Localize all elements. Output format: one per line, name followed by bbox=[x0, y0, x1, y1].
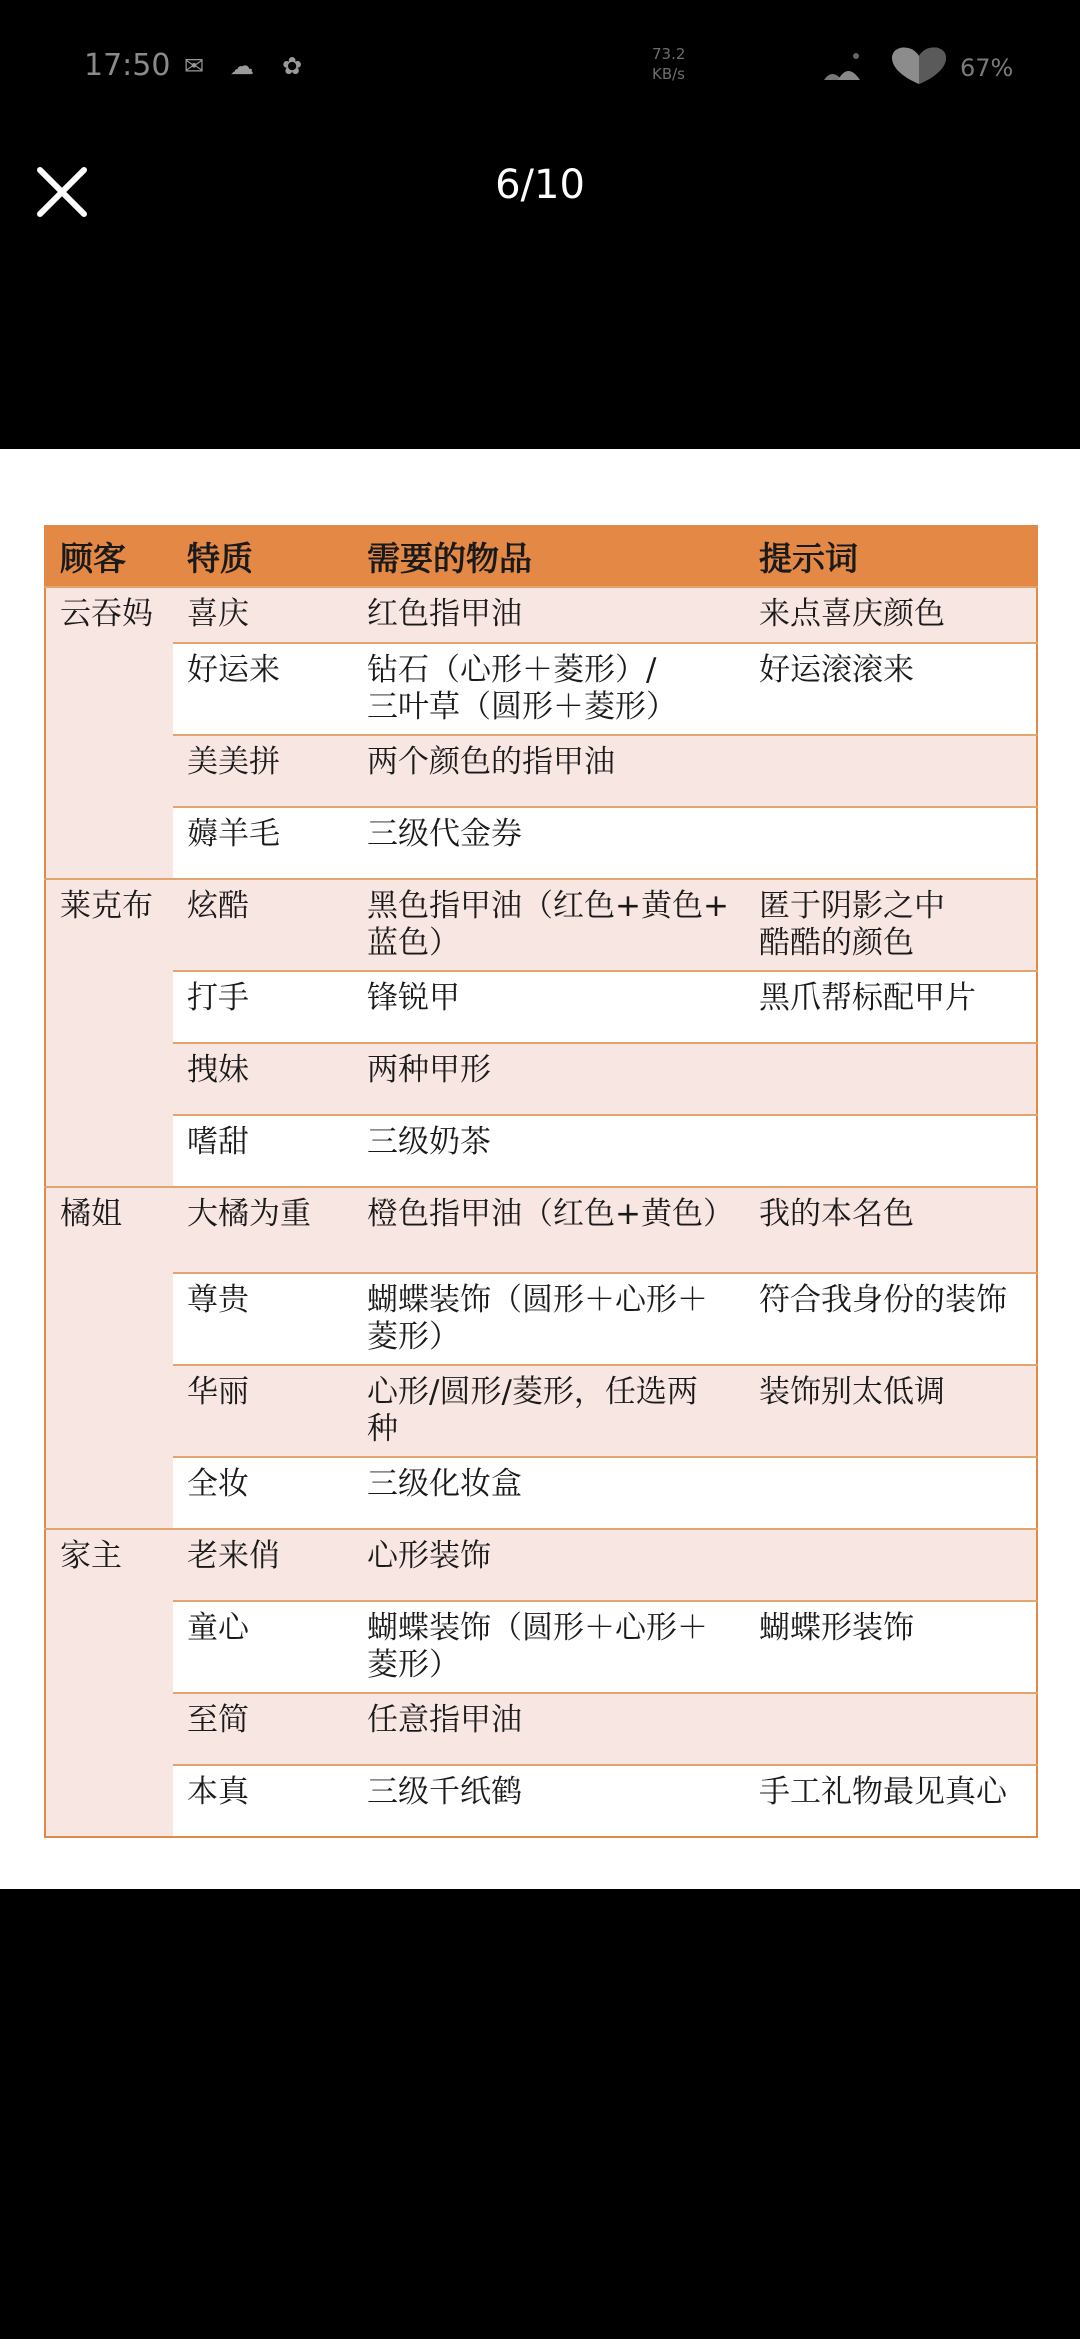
cell-trait: 华丽 bbox=[173, 1365, 353, 1457]
image-counter: 6/10 bbox=[495, 162, 585, 208]
table-row bbox=[45, 587, 1037, 643]
customer-table bbox=[44, 525, 1038, 1838]
cell-item: 钻石（心形＋菱形）/ 三叶草（圆形＋菱形） bbox=[353, 643, 745, 735]
header-hint: 提示词 bbox=[745, 526, 1037, 587]
cell-hint: 蝴蝶形装饰 bbox=[745, 1601, 1037, 1693]
table-row bbox=[45, 1693, 1037, 1765]
cell-trait: 嗜甜 bbox=[173, 1115, 353, 1187]
cell-customer: 橘姐 bbox=[45, 1187, 173, 1529]
cell-item: 红色指甲油 bbox=[353, 587, 745, 643]
notification-icon: ☁ bbox=[230, 52, 254, 80]
notification-icon: ✉ bbox=[183, 52, 205, 80]
table-row bbox=[45, 1765, 1037, 1837]
cell-item: 心形装饰 bbox=[353, 1529, 745, 1601]
cell-item: 两个颜色的指甲油 bbox=[353, 735, 745, 807]
status-time: 17:50 bbox=[84, 48, 171, 83]
cell-item: 三级奶茶 bbox=[353, 1115, 745, 1187]
cell-item: 任意指甲油 bbox=[353, 1693, 745, 1765]
cell-hint: 来点喜庆颜色 bbox=[745, 587, 1037, 643]
table-row bbox=[45, 879, 1037, 971]
table-row bbox=[45, 1115, 1037, 1187]
cell-item: 三级化妆盒 bbox=[353, 1457, 745, 1529]
cell-trait: 老来俏 bbox=[173, 1529, 353, 1601]
table-row bbox=[45, 807, 1037, 879]
cell-item: 三级千纸鹤 bbox=[353, 1765, 745, 1837]
cell-customer: 家主 bbox=[45, 1529, 173, 1837]
table-row bbox=[45, 1273, 1037, 1365]
header-customer: 顾客 bbox=[45, 526, 173, 587]
cell-trait: 好运来 bbox=[173, 643, 353, 735]
cell-item: 蝴蝶装饰（圆形＋心形＋ 菱形） bbox=[353, 1601, 745, 1693]
cell-item: 橙色指甲油（红色+黄色） bbox=[353, 1187, 745, 1273]
status-bar bbox=[0, 0, 1080, 140]
cell-hint bbox=[745, 1693, 1037, 1765]
cell-trait: 拽妹 bbox=[173, 1043, 353, 1115]
table-row bbox=[45, 1601, 1037, 1693]
cell-customer: 云吞妈 bbox=[45, 587, 173, 879]
cell-hint bbox=[745, 1457, 1037, 1529]
cell-trait: 至简 bbox=[173, 1693, 353, 1765]
battery-level: 67% bbox=[960, 54, 1014, 82]
table-row bbox=[45, 735, 1037, 807]
cell-hint: 匿于阴影之中 酷酷的颜色 bbox=[745, 879, 1037, 971]
cell-item: 三级代金券 bbox=[353, 807, 745, 879]
cell-hint: 黑爪帮标配甲片 bbox=[745, 971, 1037, 1043]
cell-hint: 装饰别太低调 bbox=[745, 1365, 1037, 1457]
network-speed-unit: KB/s bbox=[652, 65, 685, 83]
cell-trait: 美美拼 bbox=[173, 735, 353, 807]
cell-item: 两种甲形 bbox=[353, 1043, 745, 1115]
cell-hint: 手工礼物最见真心 bbox=[745, 1765, 1037, 1837]
cell-hint bbox=[745, 1115, 1037, 1187]
cell-hint bbox=[745, 1529, 1037, 1601]
table-header-row bbox=[45, 526, 1037, 587]
cell-trait: 打手 bbox=[173, 971, 353, 1043]
cell-hint bbox=[745, 1043, 1037, 1115]
cell-trait: 喜庆 bbox=[173, 587, 353, 643]
cell-item: 锋锐甲 bbox=[353, 971, 745, 1043]
cell-hint: 符合我身份的装饰 bbox=[745, 1273, 1037, 1365]
cell-trait: 童心 bbox=[173, 1601, 353, 1693]
cell-hint bbox=[745, 807, 1037, 879]
cell-trait: 尊贵 bbox=[173, 1273, 353, 1365]
table-row bbox=[45, 643, 1037, 735]
table-row bbox=[45, 1187, 1037, 1273]
cell-item: 蝴蝶装饰（圆形＋心形＋ 菱形） bbox=[353, 1273, 745, 1365]
cell-trait: 薅羊毛 bbox=[173, 807, 353, 879]
header-trait: 特质 bbox=[173, 526, 353, 587]
image-content[interactable] bbox=[0, 449, 1080, 1889]
table-row bbox=[45, 971, 1037, 1043]
table-row bbox=[45, 1457, 1037, 1529]
table-row bbox=[45, 1043, 1037, 1115]
cell-trait: 本真 bbox=[173, 1765, 353, 1837]
cell-trait: 炫酷 bbox=[173, 879, 353, 971]
table-row bbox=[45, 1365, 1037, 1457]
wifi-icon bbox=[818, 50, 868, 86]
cell-item: 黑色指甲油（红色+黄色+ 蓝色） bbox=[353, 879, 745, 971]
cell-hint: 好运滚滚来 bbox=[745, 643, 1037, 735]
notification-icon: ✿ bbox=[281, 52, 303, 80]
header-item: 需要的物品 bbox=[353, 526, 745, 587]
table-row bbox=[45, 1529, 1037, 1601]
network-speed-value: 73.2 bbox=[652, 45, 686, 63]
battery-icon bbox=[890, 46, 948, 86]
cell-hint bbox=[745, 735, 1037, 807]
viewer-toolbar bbox=[0, 140, 1080, 250]
cell-trait: 全妆 bbox=[173, 1457, 353, 1529]
cell-item: 心形/圆形/菱形，任选两 种 bbox=[353, 1365, 745, 1457]
cell-customer: 莱克布 bbox=[45, 879, 173, 1187]
network-speed bbox=[652, 44, 685, 84]
cell-trait: 大橘为重 bbox=[173, 1187, 353, 1273]
cell-hint: 我的本名色 bbox=[745, 1187, 1037, 1273]
